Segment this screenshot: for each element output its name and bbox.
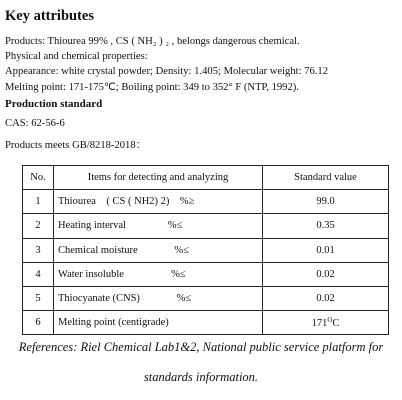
key-attributes-heading: Key attributes bbox=[5, 8, 94, 24]
physical-label: Physical and chemical properties: bbox=[5, 51, 148, 62]
row-item: Thiocyanate (CNS) %≤ bbox=[54, 286, 263, 310]
row-value: 0.02 bbox=[263, 286, 389, 310]
row-item: Chemical moisture %≤ bbox=[54, 238, 263, 262]
row-value: 0.01 bbox=[263, 238, 389, 262]
row-item: Thiourea ( CS ( NH2) 2) %≥ bbox=[54, 190, 263, 214]
standard-line: Products meets GB/8218-2018： bbox=[5, 140, 147, 151]
row-no: 4 bbox=[23, 262, 54, 286]
table-row bbox=[23, 311, 389, 335]
table-row bbox=[23, 190, 389, 214]
row-value bbox=[263, 311, 389, 335]
table-row bbox=[23, 238, 389, 262]
value-unit: C bbox=[332, 318, 340, 330]
row-item: Heating interval %≤ bbox=[54, 214, 263, 238]
row-no: 1 bbox=[23, 190, 54, 214]
value-number: 171 bbox=[311, 318, 328, 330]
melting-line: Melting point: 171-175℃; Boiling point: 349 to 352° F (NTP, 1992). bbox=[5, 82, 299, 93]
row-no: 3 bbox=[23, 238, 54, 262]
products-line: Products: Thiourea 99% , CS ( NH₂ ) ₂ , belongs dangerous chemical. bbox=[5, 36, 300, 47]
references-line-2: standards information. bbox=[143, 370, 259, 384]
appearance-line: Appearance: white crystal powder; Density: 1.405; Molecular weight: 76.12 bbox=[5, 66, 329, 77]
header-items: Items for detecting and analyzing bbox=[54, 166, 263, 190]
table-row bbox=[23, 214, 389, 238]
row-item: Water insoluble %≤ bbox=[54, 262, 263, 286]
header-standard-value: Standard value bbox=[263, 166, 389, 190]
references-line-1: References: Riel Chemical Lab1&2, National public service platform for bbox=[18, 340, 384, 354]
row-no: 2 bbox=[23, 214, 54, 238]
row-no: 5 bbox=[23, 286, 54, 310]
row-value: 99.0 bbox=[263, 190, 389, 214]
header-no: No. bbox=[23, 166, 54, 190]
row-value: 0.02 bbox=[263, 262, 389, 286]
row-value: 0.35 bbox=[263, 214, 389, 238]
table-row bbox=[23, 262, 389, 286]
cas-line: CAS: 62-56-6 bbox=[5, 118, 65, 129]
table-header-row bbox=[23, 166, 389, 190]
row-no: 6 bbox=[23, 311, 54, 335]
table-row bbox=[23, 286, 389, 310]
production-standard-heading: Production standard bbox=[5, 98, 103, 110]
row-item: Melting point (centigrade) bbox=[54, 311, 263, 335]
standards-table bbox=[22, 165, 389, 335]
value-superscript: O bbox=[327, 316, 333, 325]
